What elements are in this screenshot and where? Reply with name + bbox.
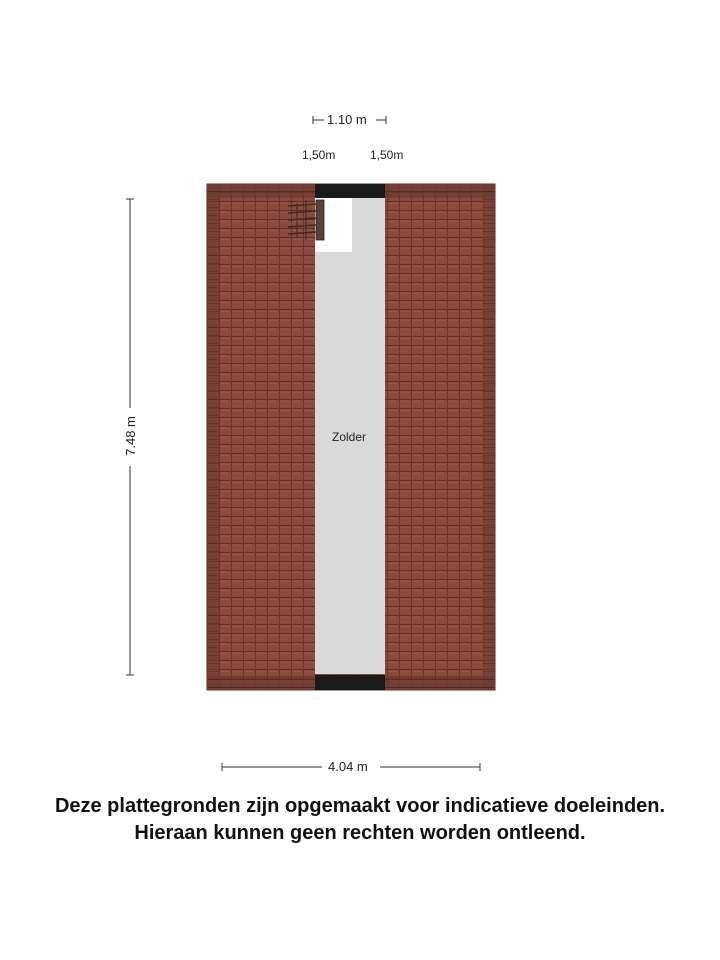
top-gable-wall: [315, 184, 385, 198]
roof-right-edge: [483, 184, 495, 690]
height-dimension-label: 7.48 m: [123, 416, 138, 456]
staircase-icon: [288, 200, 324, 240]
room-label: Zolder: [332, 430, 367, 444]
height-dimension: [122, 406, 138, 466]
top-dimension-label: 1.10 m: [327, 112, 367, 127]
right-roof-depth-label: 1,50m: [370, 148, 404, 162]
roof-left-edge: [207, 184, 219, 690]
width-dimension-label: 4.04 m: [328, 759, 368, 774]
left-roof-depth-label: 1,50m: [302, 148, 336, 162]
disclaimer-line-2: Hieraan kunnen geen rechten worden ontleend.: [134, 822, 586, 844]
bottom-gable-wall: [315, 675, 385, 690]
disclaimer-line-1: Deze plattegronden zijn opgemaakt voor indicatieve doeleinden.: [54, 795, 666, 817]
